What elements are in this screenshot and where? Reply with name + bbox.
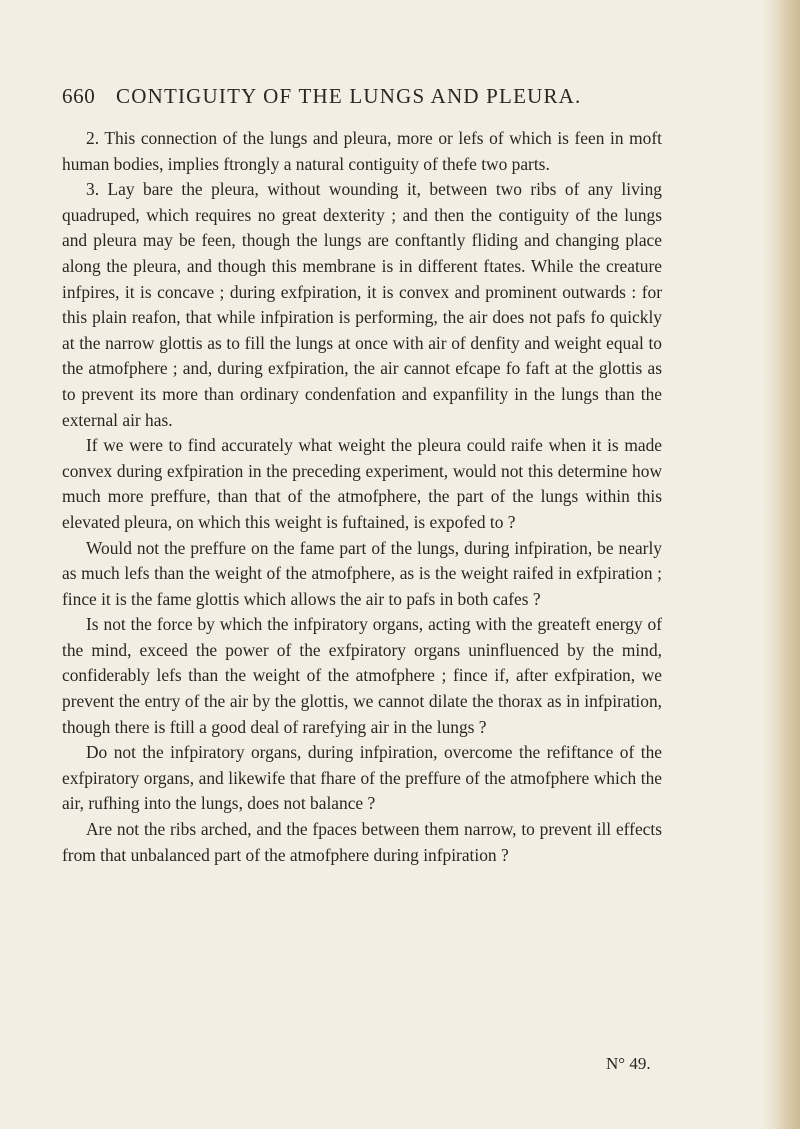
paragraph-2: 2. This connection of the lungs and pleura, more or lefs of which is feen in moft human bodies, implies ftrongly a natural contiguity of thefe two parts. bbox=[62, 128, 662, 174]
paragraph-resistance: Do not the infpiratory organs, during infpiration, overcome the refiftance of the exfpiratory organs, and likewife that fhare of the preffure of the atmofphere which the air, rufhing into the lungs, does not balance ? bbox=[62, 742, 662, 814]
paragraph-inspiration-pressure: Would not the preffure on the fame part of the lungs, during infpiration, be nearly as much lefs than the weight of the atmofphere, as is the weight raifed in exfpiration ; fince it is the fame glottis which allows the air to pafs in both cafes ? bbox=[62, 537, 662, 609]
paragraph-inspiratory-force: Is not the force by which the infpiratory organs, acting with the greateft energy of the mind, exceed the power of the exfpiratory organs uninfluenced by the mind, confiderably lefs than the weight of the atmofphere ; fince if, after exfpiration, we prevent the entry of the air by the glottis, we cannot dilate the thorax as in infpiration, though there is ftill a good deal of rarefying air in the lungs ? bbox=[62, 614, 662, 737]
body-text bbox=[62, 126, 662, 868]
running-header bbox=[62, 84, 682, 110]
page-title: CONTIGUITY OF THE LUNGS AND PLEURA. bbox=[116, 84, 582, 108]
paragraph-3: 3. Lay bare the pleura, without wounding it, between two ribs of any living quadruped, which requires no great dexterity ; and then the contiguity of the lungs and pleura may be feen, though the lungs are conftantly fliding and changing place along the pleura, and though this membrane is in different ftates. While the creature infpires, it is concave ; during exfpiration, it is convex and prominent outwards : for this plain reafon, that while infpiration is performing, the air does not pafs fo quickly at the narrow glottis as to fill the lungs at once with air of denfity and weight equal to the atmofphere ; and, during exfpiration, the air cannot efcape fo faft at the glottis as to prevent its more than ordinary condenfation and expanfility in the lungs than the external air has. bbox=[62, 179, 662, 430]
signature-mark: N° 49. bbox=[606, 1054, 651, 1073]
page-number: 660 bbox=[62, 84, 96, 108]
paragraph-pleura-weight: If we were to find accurately what weight the pleura could raife when it is made convex during exfpiration in the preceding experiment, would not this determine how much more preffure, than that of the atmofphere, the part of the lungs within this elevated pleura, on which this weight is fuftained, is expofed to ? bbox=[62, 435, 662, 532]
paragraph-ribs-arched: Are not the ribs arched, and the fpaces between them narrow, to prevent ill effects from that unbalanced part of the atmofphere during infpiration ? bbox=[62, 819, 662, 865]
page-edge-shadow bbox=[762, 0, 800, 1129]
